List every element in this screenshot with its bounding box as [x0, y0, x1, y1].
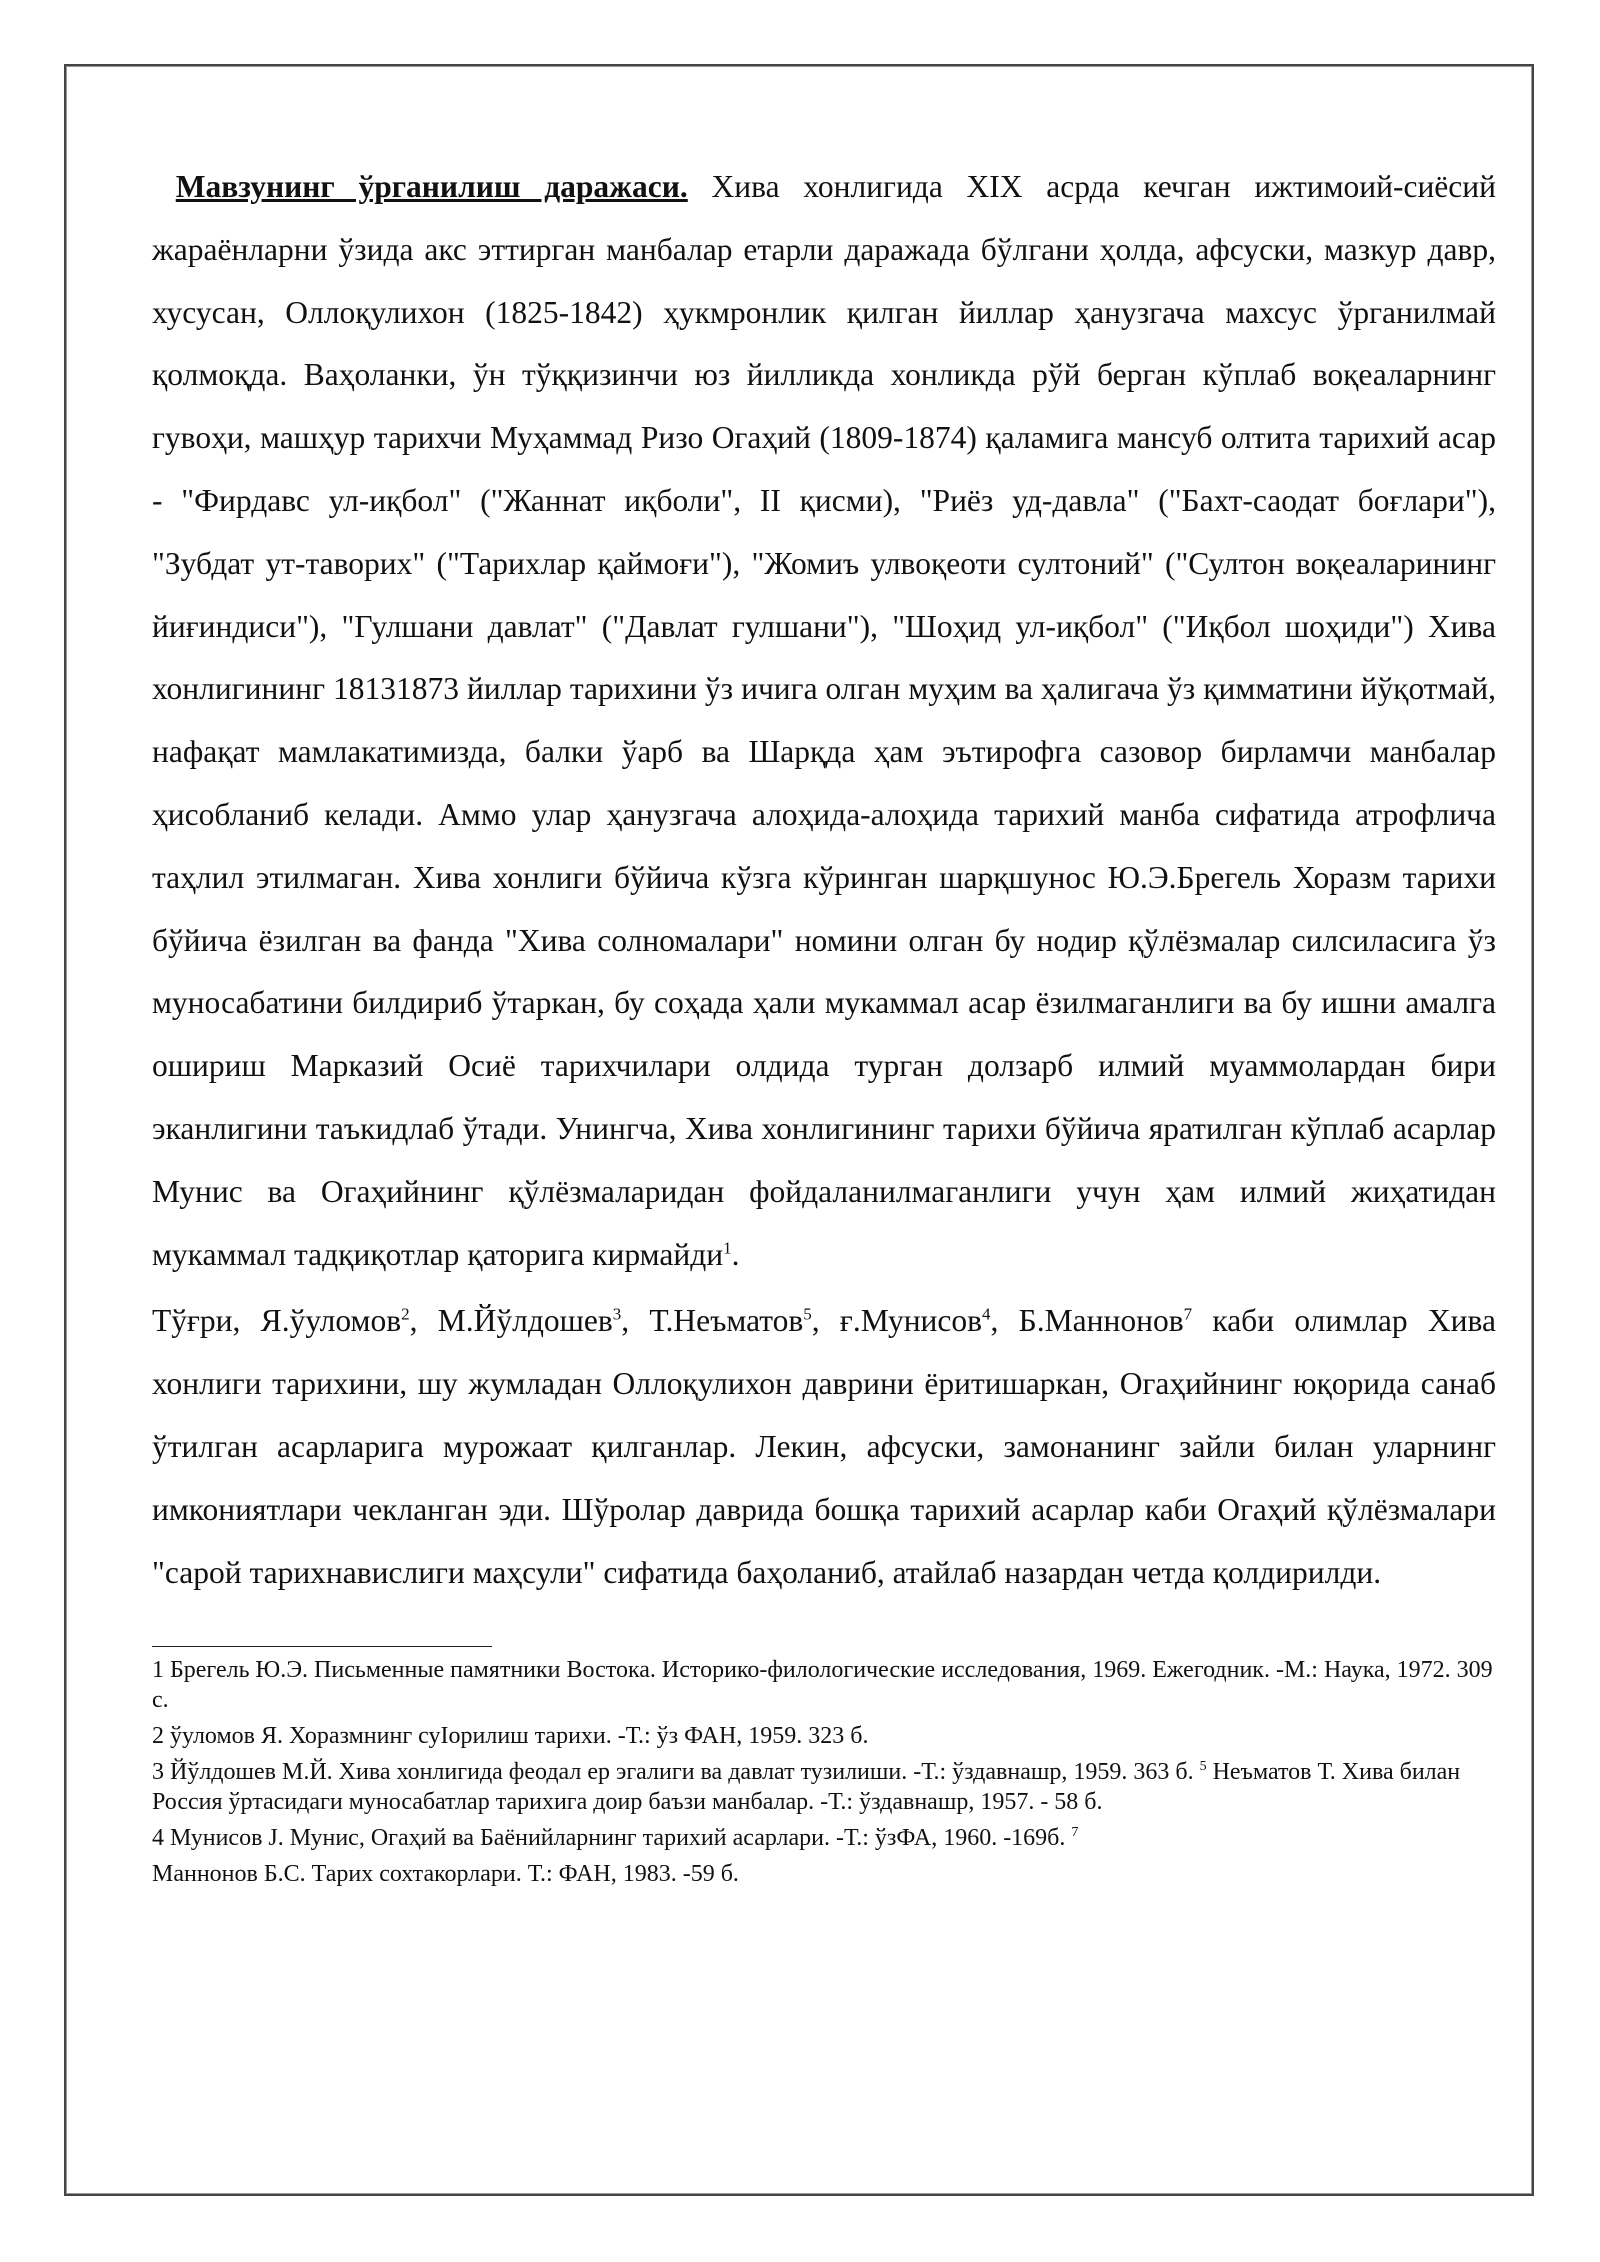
text-segment: , М.Йўлдошев [409, 1303, 613, 1339]
footnote-ref-3[interactable]: 3 [612, 1304, 622, 1324]
footnote-5-text: Неъматов Т. Хива билан Россия ўртасидаги муносабатлар тарихига доир баъзи манбалар. -Т.: ўздавнашр, 1957. - 58 б. [152, 1759, 1461, 1816]
text-segment: каби олимлар Хива хонлиги тарихини, шу жумладан Оллоқулихон даврини ёритишаркан, Огаҳийнинг юқорида санаб ўтилган асарларига мурожаат қилганлар. Лекин, афсуски, замонанинг зайли билан уларнинг имкониятлари чекланган эди. Шўролар даврида бошқа тарихий асарлар каби Огаҳий қўлёзмалари "сарой тарихнавислиги маҳсули" сифатида баҳоланиб, атайлаб назардан четда қолдирилди. [152, 1303, 1496, 1590]
footnote-ref-1[interactable]: 1 [723, 1238, 732, 1258]
section-heading: Мавзунинг ўрганилиш даражаси. [175, 169, 688, 204]
document-page [152, 156, 1496, 1895]
footnote-ref-7[interactable]: 7 [1183, 1304, 1193, 1324]
footnote-4 [152, 1823, 1496, 1853]
footnote-1: 1 Брегель Ю.Э. Письменные памятники Востока. Историко-филологические исследования, 1969. Ежегодник. -М.: Наука, 1972. 309 с. [152, 1657, 1493, 1714]
footnote-ref-5[interactable]: 5 [803, 1304, 812, 1324]
footnote-ref-2[interactable]: 2 [401, 1304, 410, 1324]
paragraph-tail: . [731, 1236, 740, 1272]
footnote-separator [152, 1646, 492, 1647]
footnote-3-text: 3 Йўлдошев М.Й. Хива хонлигида феодал ер эгалиги ва давлат тузилиши. -Т.: ўздавнашр, 1959. 363 б. [152, 1759, 1194, 1786]
footnote-5-marker: 5 [1199, 1759, 1207, 1775]
text-segment: , Т.Неъматов [621, 1303, 804, 1339]
text-segment: , Б.Маннонов [990, 1303, 1184, 1339]
footnote-7: Маннонов Б.С. Тарих сохтакорлари. Т.: ФАН, 1983. -59 б. [152, 1861, 739, 1888]
paragraph-study-level [152, 156, 1496, 1286]
text-segment: Тўғри, Я.ўуломов [152, 1303, 402, 1339]
text-segment: , ғ.Мунисов [811, 1303, 983, 1339]
paragraph-text: Хива хонлигида XIX асрда кечган ижтимоий-сиёсий жараёнларни ўзида акс эттирган манбалар етарли даражада бўлгани ҳолда, афсуски, мазкур давр, хусусан, Оллоқулихон (1825-1842) ҳукмронлик қилган йиллар ҳанузгача махсус ўрганилмай қолмоқда. Ваҳоланки, ўн тўққизинчи юз йилликда хонликда рўй берган кўплаб воқеаларнинг гувоҳи, машҳур тарихчи Муҳаммад Ризо Огаҳий (1809-1874) қаламига мансуб олтита тарихий асар - "Фирдавс ул-иқбол" ("Жаннат иқболи", II қисми), "Риёз уд-давла" ("Бахт-саодат боғлари"), "Зубдат ут-таворих" ("Тарихлар қаймоғи"), "Жомиъ улвоқеоти султоний" ("Султон воқеаларининг йиғиндиси"), "Гулшани давлат" ("Давлат гулшани"), "Шоҳид ул-иқбол" ("Иқбол шоҳиди") Хива хонлигининг 18131873 йиллар тарихини ўз ичига олган муҳим ва ҳалигача ўз қимматини йўқотмай, нафақат мамлакатимизда, балки ўарб ва Шарқда ҳам эътирофга сазовор бирламчи манбалар ҳисобланиб келади. Аммо улар ҳанузгача алоҳида-алоҳида тарихий манба сифатида атрофлича таҳлил этилмаган. Хива хонлиги бўйича кўзга кўринган шарқшунос Ю.Э.Брегель Хоразм тарихи бўйича ёзилган ва фанда "Хива солномалари" номини олган бу нодир қўлёзмалар силсиласига ўз муносабатини билдириб ўтаркан, бу соҳада ҳали мукаммал асар ёзилмаганлиги ва бу ишни амалга ошириш Марказий Осиё тарихчилари олдида турган долзарб илмий муаммолардан бири эканлигини таъкидлаб ўтади. Унингча, Хива хонлигининг тарихи бўйича яратилган кўплаб асарлар Мунис ва Огаҳийнинг қўлёзмаларидан фойдаланилмаганлиги учун ҳам илмий жиҳатидан мукаммал тадқиқотлар қаторига кирмайди [152, 169, 1496, 1272]
footnote-2: 2 ўуломов Я. Хоразмнинг суІорилиш тарихи. -Т.: ўз ФАН, 1959. 323 б. [152, 1723, 869, 1750]
paragraph-scholars [152, 1290, 1496, 1604]
footnote-3 [152, 1757, 1496, 1817]
footnote-ref-4[interactable]: 4 [982, 1304, 991, 1324]
footnote-4-text: 4 Мунисов J. Мунис, Огаҳий ва Баёнийларнинг тарихий асарлари. -Т.: ўзФА, 1960. -169б. [152, 1825, 1066, 1852]
footnote-7-marker: 7 [1071, 1825, 1079, 1841]
